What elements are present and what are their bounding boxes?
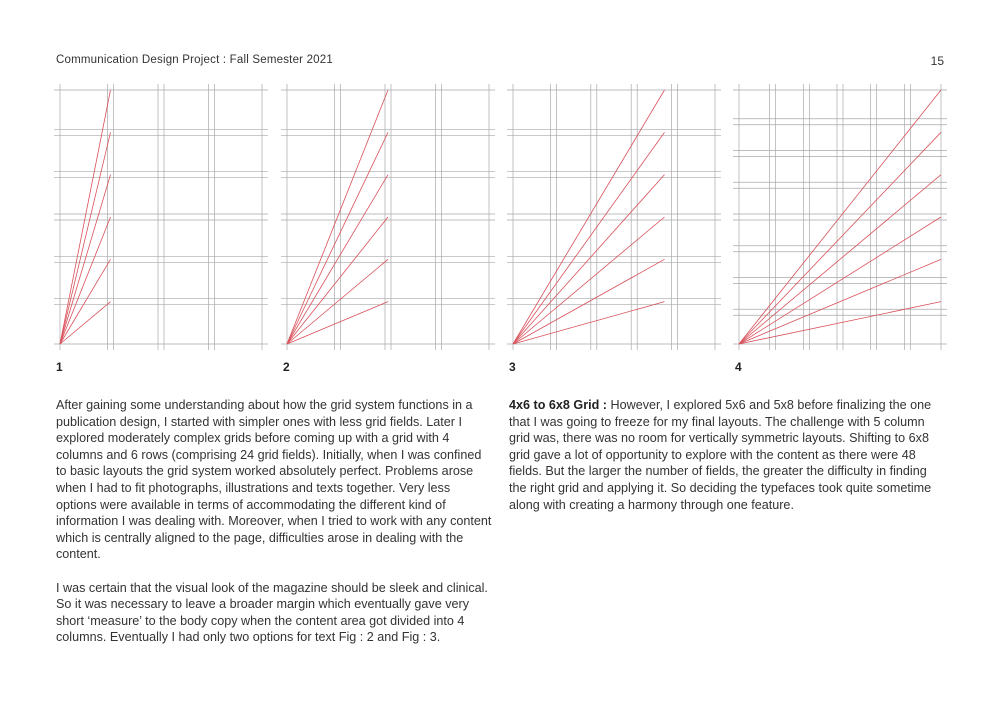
page-header-title: Communication Design Project : Fall Semester 2021 [56,54,333,66]
diagonal-proportion-line [287,132,388,344]
diagonal-proportion-line [513,90,665,344]
diagonal-proportion-line [739,90,941,344]
diagonal-proportion-line [287,90,388,344]
diagonal-proportion-line [739,132,941,344]
diagonal-proportion-line [60,90,111,344]
figure-label-1: 1 [56,360,63,374]
diagonal-proportion-line [60,175,111,344]
diagonal-proportion-line [60,132,111,344]
body-paragraph [509,397,945,513]
diagonal-proportion-line [739,175,941,344]
diagonal-proportion-line [287,217,388,344]
grid-diagram [283,86,493,350]
figure-label-2: 2 [283,360,290,374]
grid-figure-4 [735,86,945,350]
section-lead-heading: 4x6 to 6x8 Grid : [509,398,607,412]
body-paragraph: After gaining some understanding about how the grid system functions in a publication design, I started with simpler ones with less grid fields. Later I explored moderately complex grids before coming up with a grid with 4 columns and 6 rows (comprising 24 grid fields). Initially, when I was confined to basic layouts the grid system worked absolutely perfect. Problems arose when I had to fit photographs, illustrations and texts together. Very less options were available in terms of accommodating the different kind of information I was dealing with. Moreover, when I tried to work with any content which is centrally aligned to the page, difficulties arose in dealing with the content. [56,398,492,562]
page-number: 15 [930,54,944,68]
body-paragraph: I was certain that the visual look of the magazine should be sleek and clinical. So it was necessary to leave a broader margin which eventually gave very short ‘measure’ to the body copy when the content area got divided into 4 columns. Eventually I had only two options for text Fig : 2 and Fig : 3. [56,580,488,645]
diagonal-proportion-line [60,217,111,344]
grid-diagram [56,86,266,350]
grid-figure-1 [56,86,266,350]
grid-diagram [509,86,719,350]
diagonal-proportion-line [513,217,665,344]
diagonal-proportion-line [60,259,111,344]
diagonal-proportion-line [739,302,941,344]
grid-diagram [735,86,945,350]
section-lead-text: However, I explored 5x6 and 5x8 before finalizing the one that I was going to freeze for my final layouts. The challenge with 5 column grid was, there was no room for vertically symmetric layouts. Shifting to 6x8 grid gave a lot of opportunity to explore with the content as there were 48 fields. But the larger the number of fields, the greater the difficulty in finding the right grid and applying it. So deciding the typefaces took quite sometime along with creating a harmony through one feature. [509,398,932,512]
figure-label-3: 3 [509,360,516,374]
diagonal-proportion-line [513,302,665,344]
figure-label-4: 4 [735,360,742,374]
diagonal-proportion-line [739,259,941,344]
diagonal-proportion-line [60,302,111,344]
body-text-left-column [56,397,492,646]
grid-figure-2 [283,86,493,350]
diagonal-proportion-line [287,175,388,344]
body-text-right-column [509,397,945,513]
diagonal-proportion-line [513,259,665,344]
diagonal-proportion-line [287,302,388,344]
diagonal-proportion-line [739,217,941,344]
diagonal-proportion-line [513,132,665,344]
diagonal-proportion-line [513,175,665,344]
grid-figure-3 [509,86,719,350]
diagonal-proportion-line [287,259,388,344]
